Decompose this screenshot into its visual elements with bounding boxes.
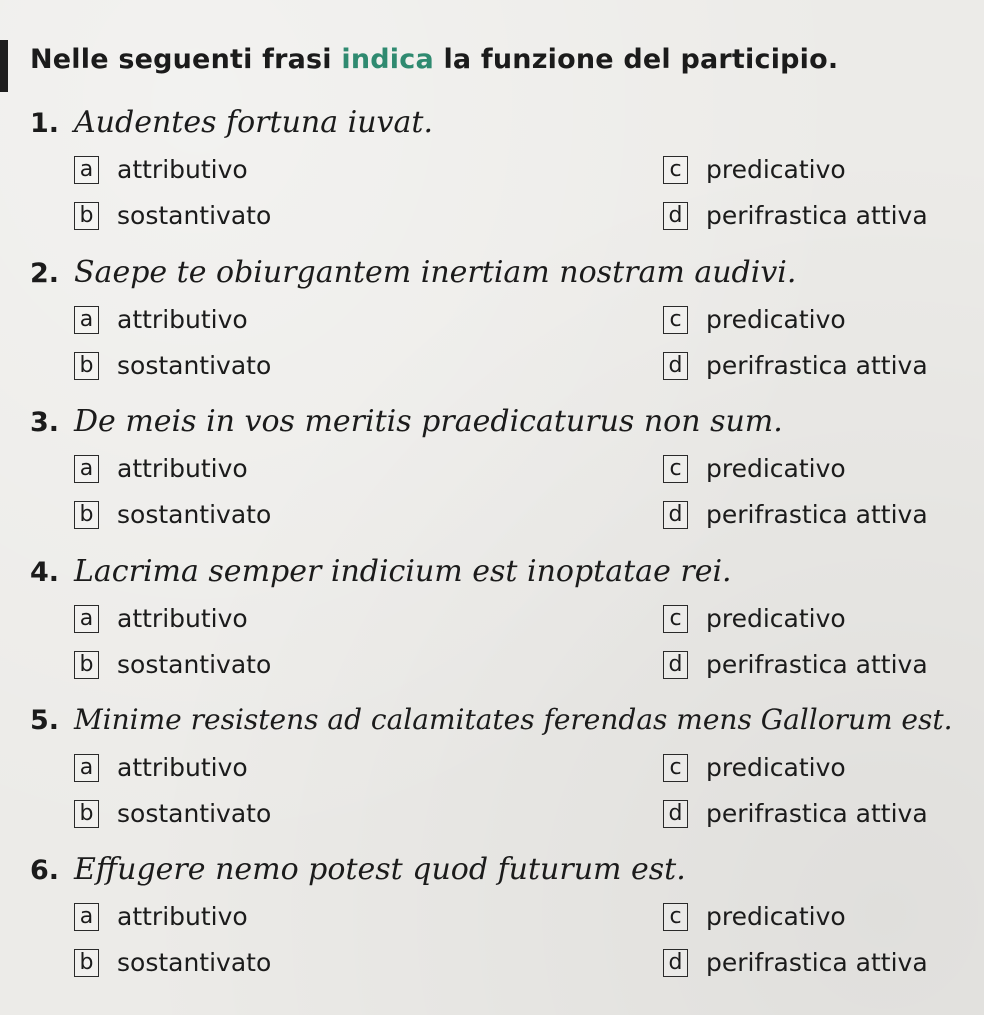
option-c[interactable] (663, 305, 846, 334)
option-label: attributivo (117, 454, 248, 483)
option-b[interactable] (74, 201, 271, 230)
option-label: sostantivato (117, 799, 272, 828)
option-label: sostantivato (117, 351, 272, 380)
option-a[interactable] (74, 454, 248, 483)
option-label: attributivo (117, 305, 248, 334)
question-sentence: Minime resistens ad calamitates ferendas mens Gallorum est. (74, 703, 953, 736)
option-letter-c: c (663, 455, 688, 483)
option-letter-d: d (663, 651, 688, 679)
option-letter-b: b (74, 202, 99, 230)
option-d[interactable] (663, 351, 928, 380)
option-letter-d: d (663, 800, 688, 828)
option-letter-a: a (74, 903, 99, 931)
option-c[interactable] (663, 753, 846, 782)
option-b[interactable] (74, 799, 271, 828)
option-letter-d: d (663, 949, 688, 977)
option-b[interactable] (74, 500, 271, 529)
option-d[interactable] (663, 500, 928, 529)
option-letter-c: c (663, 605, 688, 633)
option-label: sostantivato (117, 650, 272, 679)
option-label: predicativo (706, 902, 846, 931)
question-number: 4. (30, 557, 60, 588)
option-a[interactable] (74, 305, 248, 334)
instruction-text-after: la funzione del participio. (433, 44, 839, 75)
option-label: sostantivato (117, 201, 272, 230)
option-label: perifrastica attiva (706, 650, 928, 679)
option-c[interactable] (663, 155, 846, 184)
option-c[interactable] (663, 902, 846, 931)
option-letter-a: a (74, 455, 99, 483)
option-label: attributivo (117, 753, 248, 782)
question-number: 1. (30, 108, 60, 139)
question-number: 2. (30, 258, 60, 289)
instruction-highlight: indica (341, 44, 434, 75)
question-number: 3. (30, 407, 60, 438)
option-c[interactable] (663, 454, 846, 483)
option-label: perifrastica attiva (706, 500, 928, 529)
option-b[interactable] (74, 351, 271, 380)
option-letter-b: b (74, 352, 99, 380)
option-label: perifrastica attiva (706, 201, 928, 230)
option-letter-b: b (74, 501, 99, 529)
option-b[interactable] (74, 650, 271, 679)
option-label: attributivo (117, 604, 248, 633)
option-letter-c: c (663, 156, 688, 184)
option-letter-b: b (74, 800, 99, 828)
instruction-heading (30, 44, 838, 75)
option-label: perifrastica attiva (706, 351, 928, 380)
option-d[interactable] (663, 948, 928, 977)
question-sentence: De meis in vos meritis praedicaturus non sum. (74, 404, 783, 439)
option-letter-a: a (74, 306, 99, 334)
question-sentence: Lacrima semper indicium est inoptatae rei. (74, 554, 732, 589)
option-a[interactable] (74, 604, 248, 633)
option-letter-d: d (663, 202, 688, 230)
option-label: predicativo (706, 305, 846, 334)
option-label: perifrastica attiva (706, 799, 928, 828)
option-letter-c: c (663, 903, 688, 931)
option-label: predicativo (706, 753, 846, 782)
option-letter-a: a (74, 754, 99, 782)
question-sentence: Saepe te obiurgantem inertiam nostram audivi. (74, 255, 797, 290)
option-letter-a: a (74, 605, 99, 633)
option-label: predicativo (706, 155, 846, 184)
option-letter-a: a (74, 156, 99, 184)
question-number: 5. (30, 705, 60, 736)
option-c[interactable] (663, 604, 846, 633)
option-a[interactable] (74, 155, 248, 184)
option-d[interactable] (663, 201, 928, 230)
question-sentence: Audentes fortuna iuvat. (74, 105, 433, 140)
option-letter-b: b (74, 651, 99, 679)
option-letter-b: b (74, 949, 99, 977)
option-label: attributivo (117, 902, 248, 931)
option-label: sostantivato (117, 948, 272, 977)
option-d[interactable] (663, 799, 928, 828)
option-letter-d: d (663, 352, 688, 380)
option-label: predicativo (706, 604, 846, 633)
option-b[interactable] (74, 948, 271, 977)
option-label: perifrastica attiva (706, 948, 928, 977)
option-label: predicativo (706, 454, 846, 483)
option-d[interactable] (663, 650, 928, 679)
option-letter-c: c (663, 754, 688, 782)
option-label: sostantivato (117, 500, 272, 529)
option-letter-d: d (663, 501, 688, 529)
question-number: 6. (30, 855, 60, 886)
option-label: attributivo (117, 155, 248, 184)
instruction-text-before: Nelle seguenti frasi (30, 44, 342, 75)
option-a[interactable] (74, 902, 248, 931)
option-letter-c: c (663, 306, 688, 334)
question-sentence: Effugere nemo potest quod futurum est. (74, 852, 686, 887)
option-a[interactable] (74, 753, 248, 782)
section-marker-bar (0, 40, 8, 92)
